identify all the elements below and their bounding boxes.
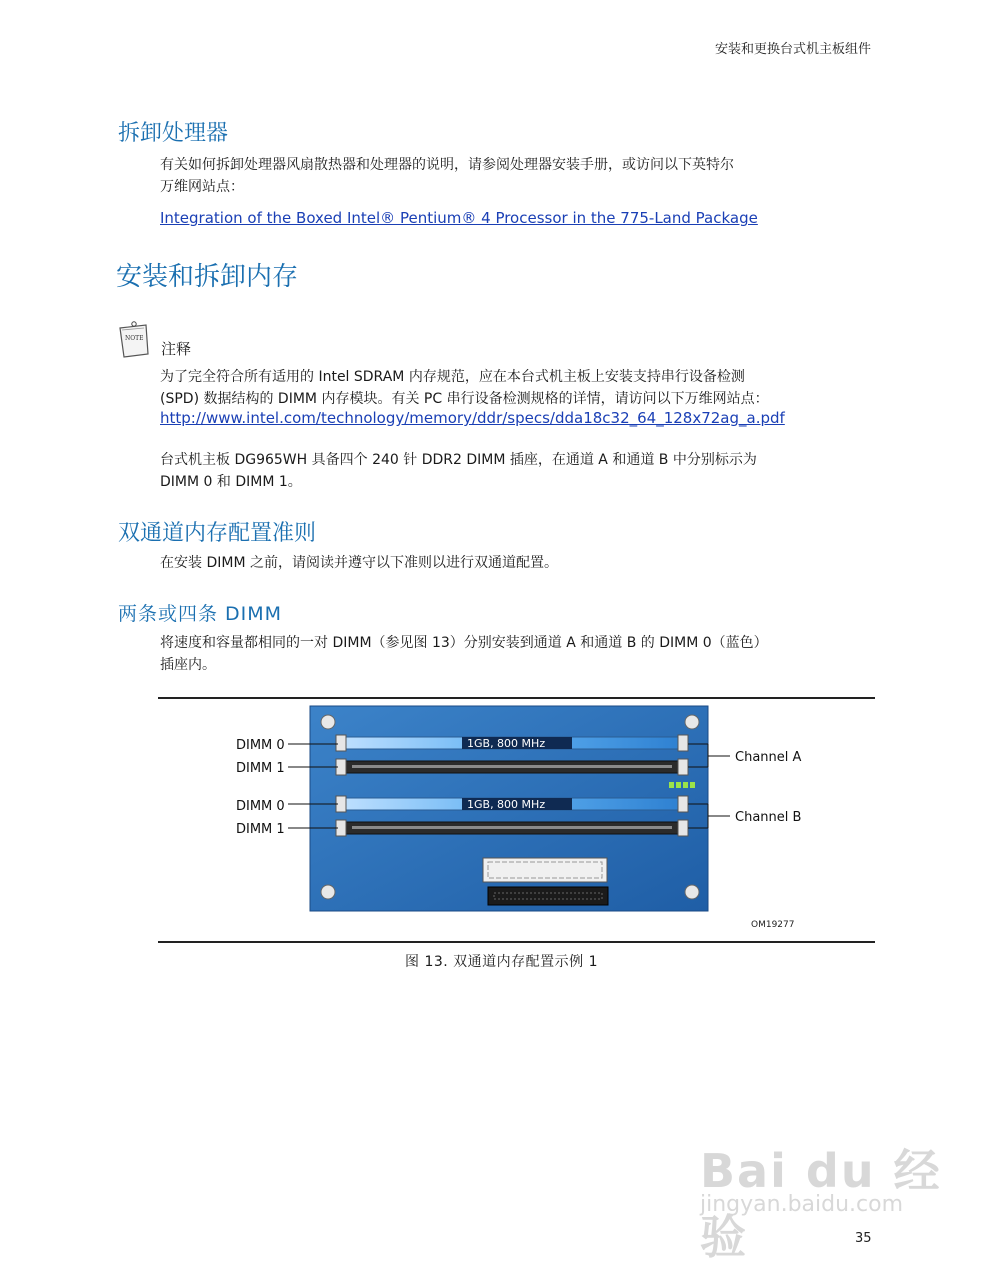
running-header: 安装和更换台式机主板组件: [714, 42, 871, 57]
remove-cpu-body-line2: 万维网站点：: [160, 179, 244, 195]
watermark-url: jingyan.baidu.com: [700, 1192, 904, 1217]
label-dimm1-a: DIMM 1: [236, 761, 285, 776]
section-title-remove-cpu: 拆卸处理器: [118, 121, 229, 146]
note-line2: (SPD) 数据结构的 DIMM 内存模块。有关 PC 串行设备检测规格的详情，请访问以下万维网站点：: [160, 391, 769, 407]
ide-connector: [488, 887, 608, 905]
mount-hole: [321, 885, 335, 899]
label-dimm0-a: DIMM 0: [236, 738, 285, 753]
section-title-memory: 安装和拆卸内存: [116, 262, 299, 292]
note-icon: [116, 320, 152, 360]
mount-hole: [685, 885, 699, 899]
two-or-four-body-line2: 插座内。: [160, 657, 216, 673]
module-label-a: 1GB, 800 MHz: [467, 737, 546, 750]
boxed-processor-link[interactable]: Integration of the Boxed Intel® Pentium® 4 Processor in the 775-Land Package: [160, 209, 758, 227]
label-channel-a: Channel A: [735, 750, 802, 765]
note-icon-text: NOTE: [125, 335, 144, 342]
memory-para-line2: DIMM 0 和 DIMM 1。: [160, 474, 302, 490]
slot-b-dimm0: [336, 796, 688, 812]
note-label: 注释: [161, 340, 192, 358]
memory-para-line1: 台式机主板 DG965WH 具备四个 240 针 DDR2 DIMM 插座，在通道 A 和通道 B 中分别标示为: [160, 452, 757, 468]
remove-cpu-body-line1: 有关如何拆卸处理器风扇散热器和处理器的说明，请参阅处理器安装手册，或访问以下英特尔: [160, 157, 734, 173]
section-title-two-or-four: 两条或四条 DIMM: [118, 603, 283, 625]
watermark-logo: Bai du 经验: [700, 1144, 942, 1264]
section-title-dual-channel: 双通道内存配置准则: [118, 521, 317, 546]
module-label-b: 1GB, 800 MHz: [467, 798, 546, 811]
label-dimm0-b: DIMM 0: [236, 799, 285, 814]
figure-code: OM19277: [751, 920, 795, 930]
label-channel-b: Channel B: [735, 810, 802, 825]
figure-bottom-rule: [158, 941, 875, 943]
page-number: 35: [855, 1231, 872, 1246]
dimm-figure: [230, 700, 810, 936]
label-dimm1-b: DIMM 1: [236, 822, 285, 837]
mount-hole: [685, 715, 699, 729]
figure-caption: 图 13. 双通道内存配置示例 1: [405, 954, 599, 970]
slot-b-dimm1: [336, 820, 688, 836]
dual-channel-body: 在安装 DIMM 之前，请阅读并遵守以下准则以进行双通道配置。: [160, 555, 558, 571]
power-connector: [483, 858, 607, 882]
slot-a-dimm0: [336, 735, 688, 751]
slot-a-dimm1: [336, 759, 688, 775]
mount-hole: [321, 715, 335, 729]
spd-spec-link[interactable]: http://www.intel.com/technology/memory/ddr/specs/dda18c32_64_128x72ag_a.pdf: [160, 409, 785, 427]
figure-top-rule: [158, 697, 875, 699]
two-or-four-body-line1: 将速度和容量都相同的一对 DIMM（参见图 13）分别安装到通道 A 和通道 B 的 DIMM 0（蓝色）: [160, 635, 768, 651]
note-line1: 为了完全符合所有适用的 Intel SDRAM 内存规范，应在本台式机主板上安装支持串行设备检测: [160, 369, 745, 385]
